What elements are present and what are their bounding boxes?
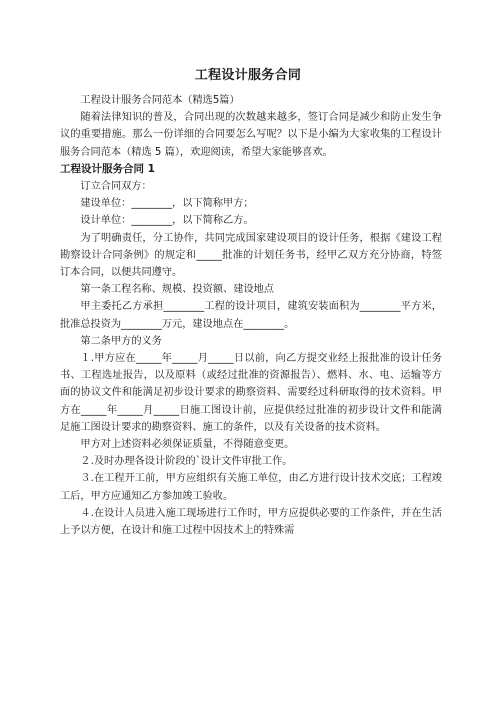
article-1-text: 甲主委托乙方承担________工程的设计项目，建筑安装面积为________平方米，批准总投资为________万元，建设地点在________。: [60, 301, 442, 330]
paragraph-parties: 订立合同双方：: [80, 181, 152, 193]
article-2-quality-note: 甲方对上述资料必须保证质量，不得随意变更。: [80, 439, 295, 451]
document-body: [60, 92, 442, 539]
article-2-item-2: ２.及时办理各设计阶段的`设计文件审批工作。: [80, 456, 293, 468]
paragraph-purpose: 为了明确责任，分工协作，共同完成国家建设项目的设计任务，根据《建设工程勘察设计合同条例》的规定和_____批准的计划任务书，经甲乙双方充分协商，特签订本合同，以便共同遵守。: [60, 232, 442, 279]
paragraph-party-b: 设计单位：________，以下简称乙方。: [80, 215, 254, 227]
section-heading: 工程设计服务合同 1: [60, 162, 155, 175]
paragraph-party-a: 建设单位：________，以下简称甲方；: [80, 198, 254, 210]
article-2-item-4: ４.在设计人员进入施工现场进行工作时，甲方应提供必要的工作条件，并在生活上予以方便，在设计和施工过程中因技术上的特殊需: [60, 507, 442, 537]
article-2-item-1: １.甲方应在_____年_____月_____日以前，向乙方提交业经上报批准的设计任务书、工程选址报告，以及原料（或经过批准的资源报告）、燃料、水、电、运输等方面的协议文件和能满足初步设计要求的勘察资料、需要经过科研取得的技术资料。甲方在_____年_____月_____日施工图设计前，应提供经过批准的初步设计文件和能满足施工图设计要求的勘察资料、施工的条件，以及有关设备的技术资料。: [60, 353, 442, 433]
document-title: 工程设计服务合同: [194, 68, 302, 83]
article-2-item-3: ３.在工程开工前，甲方应组织有关施工单位，由乙方进行设计技术交底；工程竣工后，甲方应通知乙方参加竣工验收。: [60, 473, 442, 502]
paragraph-subtitle: 工程设计服务合同范本（精选5篇）: [80, 95, 240, 106]
article-2-heading: 第二条甲方的义务: [80, 335, 162, 347]
paragraph-intro: 随着法律知识的普及，合同出现的次数越来越多，签订合同是减少和防止发生争议的重要措施。那么一份详细的合同要怎么写呢？以下是小编为大家收集的工程设计服务合同范本（精选 5 篇），欢迎阅读，希望大家能够喜欢。: [60, 112, 442, 158]
article-1-heading: 第一条工程名称、规模、投资额、建设地点: [80, 284, 274, 296]
